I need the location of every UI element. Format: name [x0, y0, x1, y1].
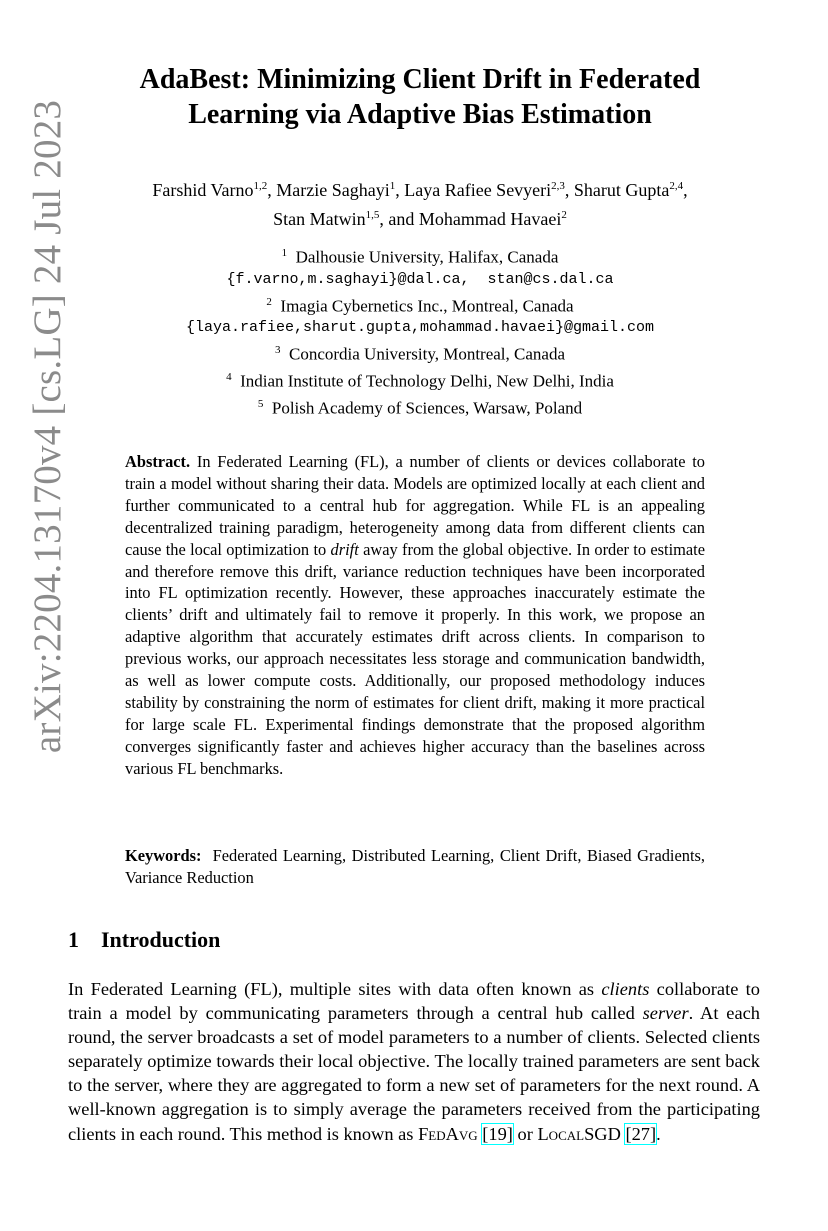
author-affil-mark: 2,4 [669, 180, 684, 192]
abstract-text: away from the global objective. In order to estimate and therefore remove this drift, variance reduction techniques have been incorporated into FL optimization recently. However, these approaches inaccurately estimate the clients’ drift and ultimately fail to remove it properly. In this work, we propose an adaptive algorithm that accurately estimates drift across clients. In comparison to previous works, our approach necessitates less storage and communication bandwidth, as well as lower compute costs. Additionally, our proposed methodology induces stability by constraining the norm of estimates for client drift, making it more practical for large scale FL. Experimental findings demonstrate that the proposed algorithm converges significantly faster and achieves higher accuracy than the baselines across various FL benchmarks. [125, 539, 705, 778]
method-fedavg: FedAvg [418, 1123, 478, 1144]
author-list [60, 174, 780, 232]
title-line-2: Learning via Adaptive Bias Estimation [188, 99, 652, 130]
author-affil-mark: 1 [389, 180, 396, 192]
keywords [125, 845, 705, 889]
abstract-text: In Federated Learning (FL), a number of clients or devices collaborate to train a model without sharing their data. Models are optimized locally at each client and further communicated to a central hub for aggregation. While FL is an appealing decentralized training paradigm, heterogeneity among data from different clients can cause the local optimization to [125, 452, 705, 559]
author-name: Farshid Varno [152, 180, 254, 200]
abstract [125, 451, 705, 780]
citation-link[interactable]: [19] [482, 1123, 513, 1144]
author-affil-mark: 2,3 [551, 180, 565, 192]
arxiv-id: arXiv:2204.13170v4 [cs.LG] 24 Jul 2023 [26, 99, 70, 753]
emphasis-server: server [642, 1003, 689, 1024]
affiliation-5: $^5$ Polish Academy of Sciences, Warsaw, Poland [257, 397, 583, 418]
title-line-1: AdaBest: Minimizing Client Drift in Federated [139, 64, 701, 95]
affiliation-3: $^3$ Concordia University, Montreal, Canada [274, 344, 566, 364]
paper-title [70, 62, 770, 132]
abstract-label: Abstract. [125, 452, 191, 471]
author-name: Sharut Gupta [573, 180, 670, 200]
section-number: 1 [68, 927, 79, 952]
author-line-2: Stan Matwin$^{1,5}$, and Mohammad Havaei$^2$ [273, 209, 567, 229]
intro-paragraph: In Federated Learning (FL), multiple sites with data often known as clients collaborate to train a model by communicating parameters through a central hub called server. At each round, the server broadcasts a set of model parameters to a number of clients. Selected clients separately optimize towards their local objective. The locally trained parameters are sent back to the server, where they are aggregated to form a new set of parameters for the next round. A well-known aggregation is to simply average the parameters received from the participating clients in each round. This method is known as FedAvg [19] or LocalSGD [27]. [68, 979, 760, 1144]
author-name: and Mohammad Havaei [388, 209, 562, 229]
section-heading [68, 927, 220, 953]
method-localsgd: LocalSGD [537, 1123, 621, 1144]
author-affil-mark: 1,5 [365, 209, 380, 221]
author-line-1: Farshid Varno$^{1,2}$, Marzie Saghayi$^1$, Laya Rafiee Sevyeri$^{2,3}$, Sharut Gupta$^{2,4}$, [152, 180, 688, 200]
emphasis-clients: clients [601, 979, 650, 999]
author-name: Stan Matwin [273, 209, 366, 229]
keywords-text: Federated Learning, Distributed Learning, Client Drift, Biased Gradients, Variance Reduction [125, 846, 705, 887]
affiliation-1: $^1$ Dalhousie University, Halifax, Canada [281, 247, 559, 267]
email-line-1: {f.varno,m.saghayi}@dal.ca, stan@cs.dal.ca [226, 270, 614, 288]
affiliation-4: $^4$ Indian Institute of Technology Delhi, New Delhi, India [226, 370, 614, 391]
section-title: Introduction [101, 927, 221, 952]
author-affil-mark: 1,2 [253, 180, 268, 192]
abstract-emphasis: drift [330, 539, 359, 559]
author-name: Laya Rafiee Sevyeri [404, 180, 552, 200]
email-line-2: {laya.rafiee,sharut.gupta,mohammad.havaei}@gmail.com [185, 319, 655, 337]
affiliation-2: $^2$ Imagia Cybernetics Inc., Montreal, Canada [266, 295, 574, 316]
keywords-label: Keywords: [125, 846, 202, 865]
affiliations [70, 242, 770, 419]
author-affil-mark: 2 [561, 209, 567, 221]
author-name: Marzie Saghayi [276, 180, 390, 200]
citation-link[interactable]: [27] [625, 1123, 657, 1144]
